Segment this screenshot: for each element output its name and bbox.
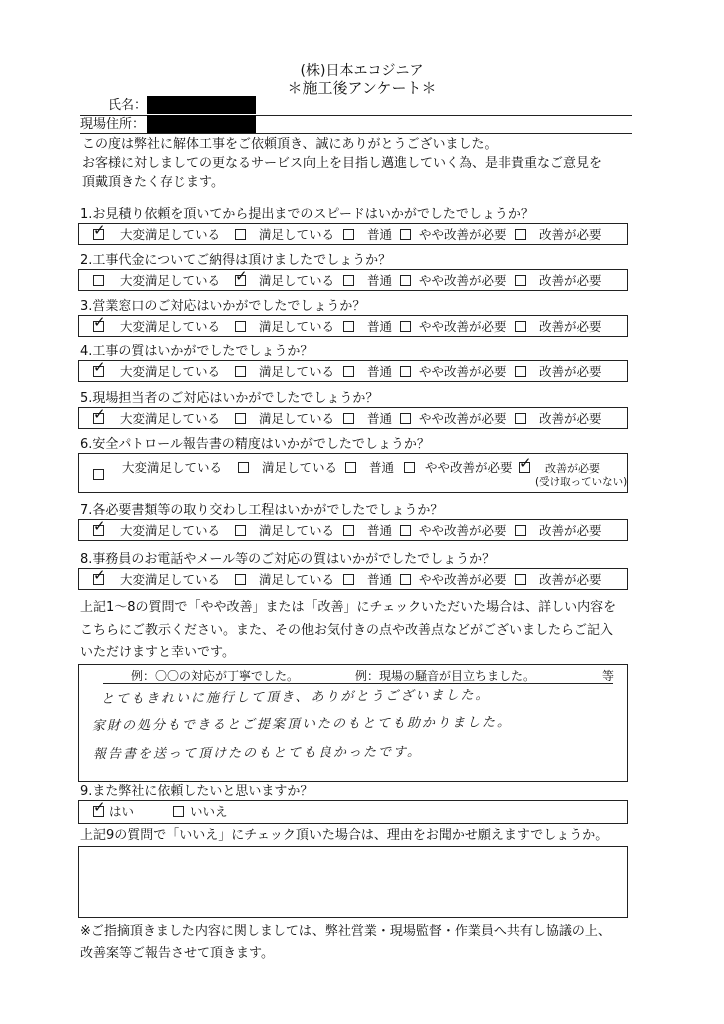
q6-option-1-label: 大変満足している xyxy=(122,460,223,475)
q4-option-5-checkbox[interactable] xyxy=(515,366,526,377)
q7-option-1-checkbox[interactable] xyxy=(93,517,106,536)
q6-option-5-note: (受け取っていない) xyxy=(535,476,628,488)
q1-option-2-label: 満足している xyxy=(259,227,335,242)
q6-option-3-label: 普通 xyxy=(369,460,395,475)
q5-option-5-checkbox[interactable] xyxy=(515,413,526,424)
q7-option-1-label: 大変満足している xyxy=(120,523,221,538)
q5-option-4-label: やや改善が必要 xyxy=(419,411,507,426)
q7-option-3-checkbox[interactable] xyxy=(343,525,354,536)
q5-check-mark: ✓ xyxy=(93,405,106,423)
question-8-text: 8.事務員のお電話やメール等のご対応の質はいかがでしたでしょうか？ xyxy=(80,552,496,567)
handwritten-line-2: 家財の処分もできるとご提案頂いたのもとても助かりました。 xyxy=(91,715,513,734)
q7-option-4-label: やや改善が必要 xyxy=(419,523,507,538)
q3-check-mark: ✓ xyxy=(93,313,106,331)
q3-option-5-checkbox[interactable] xyxy=(515,321,526,332)
q4-option-1-checkbox[interactable] xyxy=(93,358,106,377)
comment-prompt-2: こちらにご教示ください。また、その他お気付きの点や改善点などがございましたらご記入 xyxy=(80,623,614,638)
q7-option-2-label: 満足している xyxy=(259,523,335,538)
q4-check-mark: ✓ xyxy=(93,358,106,376)
q1-option-3-label: 普通 xyxy=(367,227,393,242)
q6-option-1-checkbox[interactable] xyxy=(93,469,104,480)
q6-option-2-label: 満足している xyxy=(262,460,338,475)
q2-option-3-checkbox[interactable] xyxy=(343,275,354,286)
q4-option-4-label: やや改善が必要 xyxy=(419,364,507,379)
q8-option-2-checkbox[interactable] xyxy=(235,574,246,585)
q4-option-3-checkbox[interactable] xyxy=(343,366,354,377)
q9-no-checkbox[interactable] xyxy=(173,806,184,817)
handwritten-line-3: 報告書を送って頂けたのもとても良かったです。 xyxy=(92,744,423,763)
q8-option-3-label: 普通 xyxy=(367,572,393,587)
q7-option-5-checkbox[interactable] xyxy=(515,525,526,536)
q9-yes-checkbox[interactable] xyxy=(93,798,106,817)
q7-option-2-checkbox[interactable] xyxy=(235,525,246,536)
q5-option-5-label: 改善が必要 xyxy=(539,411,602,426)
q7-check-mark: ✓ xyxy=(93,517,106,535)
question-5-text: 5.現場担当者のご対応はいかがでしたでしょうか？ xyxy=(80,391,379,406)
q8-option-4-checkbox[interactable] xyxy=(400,574,411,585)
q1-option-5-checkbox[interactable] xyxy=(515,229,526,240)
q2-option-2-checkbox[interactable] xyxy=(235,267,248,286)
q3-option-5-label: 改善が必要 xyxy=(539,319,602,334)
example-underline xyxy=(103,683,613,684)
question-3-text: 3.営業窓口のご対応はいかがでしたでしょうか？ xyxy=(80,299,366,314)
q6-option-5-label: 改善が必要 xyxy=(545,462,600,475)
q8-option-4-label: やや改善が必要 xyxy=(419,572,507,587)
q3-option-4-label: やや改善が必要 xyxy=(419,319,507,334)
q9-yes-label: はい xyxy=(109,804,135,819)
comment-prompt-1: 上記1～8の質問で「やや改善」または「改善」にチェックいただいた場合は、詳しい内容を xyxy=(80,600,617,615)
footer-note-2: 改善案等ご報告させて頂きます。 xyxy=(80,946,274,961)
q8-option-3-checkbox[interactable] xyxy=(343,574,354,585)
q6-option-4-checkbox[interactable] xyxy=(404,462,415,473)
q1-check-mark: ✓ xyxy=(93,221,106,239)
q5-option-3-label: 普通 xyxy=(367,411,393,426)
q9-yes-check-mark: ✓ xyxy=(93,798,106,816)
q4-option-5-label: 改善が必要 xyxy=(539,364,602,379)
page-title: ＊施工後アンケート＊ xyxy=(287,79,437,97)
name-redaction xyxy=(147,96,256,114)
company-name: (株)日本エコジニア xyxy=(300,63,424,79)
q2-option-4-checkbox[interactable] xyxy=(400,275,411,286)
q6-option-3-checkbox[interactable] xyxy=(345,462,356,473)
q2-option-5-checkbox[interactable] xyxy=(515,275,526,286)
question-7-text: 7.各必要書類等の取り交わし工程はいかがでしたでしょうか？ xyxy=(80,503,444,518)
q1-option-4-checkbox[interactable] xyxy=(400,229,411,240)
q2-option-2-label: 満足している xyxy=(259,273,335,288)
q7-option-3-label: 普通 xyxy=(367,523,393,538)
q1-option-4-label: やや改善が必要 xyxy=(419,227,507,242)
example-1: 例：〇〇の対応が丁寧でした。 xyxy=(131,669,300,683)
comment-prompt-3: いただけますと幸いです。 xyxy=(80,645,235,660)
q3-option-3-checkbox[interactable] xyxy=(343,321,354,332)
question-1-text: 1.お見積り依頼を頂いてから提出までのスピードはいかがでしたでしょうか？ xyxy=(80,207,534,222)
q1-option-2-checkbox[interactable] xyxy=(235,229,246,240)
q8-check-mark: ✓ xyxy=(93,566,106,584)
q6-option-2-checkbox[interactable] xyxy=(238,462,249,473)
q2-check-mark: ✓ xyxy=(235,267,248,285)
q2-option-3-label: 普通 xyxy=(367,273,393,288)
q1-option-1-checkbox[interactable] xyxy=(93,221,106,240)
q2-option-1-checkbox[interactable] xyxy=(93,275,104,286)
q8-option-5-label: 改善が必要 xyxy=(539,572,602,587)
question-2-text: 2.工事代金についてご納得は頂けましたでしょうか？ xyxy=(80,253,392,268)
q8-option-5-checkbox[interactable] xyxy=(515,574,526,585)
q3-option-2-checkbox[interactable] xyxy=(235,321,246,332)
q6-check-mark: ✓ xyxy=(519,454,532,472)
q8-option-1-checkbox[interactable] xyxy=(93,566,106,585)
question-9-text: 9.また弊社に依頼したいと思いますか？ xyxy=(80,784,314,799)
q4-option-4-checkbox[interactable] xyxy=(400,366,411,377)
site-label: 現場住所： xyxy=(80,117,146,132)
q5-option-2-label: 満足している xyxy=(259,411,335,426)
q5-option-2-checkbox[interactable] xyxy=(235,413,246,424)
q4-option-3-label: 普通 xyxy=(367,364,393,379)
q9-no-label: いいえ xyxy=(190,804,228,819)
q5-option-3-checkbox[interactable] xyxy=(343,413,354,424)
q3-option-1-label: 大変満足している xyxy=(120,319,221,334)
q7-option-5-label: 改善が必要 xyxy=(539,523,602,538)
q1-option-5-label: 改善が必要 xyxy=(539,227,602,242)
q3-option-4-checkbox[interactable] xyxy=(400,321,411,332)
q1-option-1-label: 大変満足している xyxy=(120,227,221,242)
question-6-text: 6.安全パトロール報告書の精度はいかがでしたでしょうか？ xyxy=(80,437,430,452)
q3-option-2-label: 満足している xyxy=(259,319,335,334)
reason-box[interactable] xyxy=(78,846,628,918)
question-9-answer-box xyxy=(78,800,628,824)
q8-option-1-label: 大変満足している xyxy=(120,572,221,587)
q5-option-4-checkbox[interactable] xyxy=(400,413,411,424)
q4-option-2-checkbox[interactable] xyxy=(235,366,246,377)
site-redaction xyxy=(147,115,256,133)
q3-option-3-label: 普通 xyxy=(367,319,393,334)
q5-option-1-checkbox[interactable] xyxy=(93,405,106,424)
q6-option-4-label: やや改善が必要 xyxy=(425,460,513,475)
site-underline xyxy=(80,133,632,134)
example-2: 例：現場の騒音が目立ちました。 xyxy=(355,669,536,683)
intro-line-2: お客様に対しましての更なるサービス向上を目指し邁進していく為、是非貴重なご意見を xyxy=(82,156,603,171)
q2-option-1-label: 大変満足している xyxy=(120,273,221,288)
q4-option-1-label: 大変満足している xyxy=(120,364,221,379)
intro-line-1: この度は弊社に解体工事をご依頼頂き、誠にありがとうございました。 xyxy=(82,137,498,152)
intro-line-3: 頂戴頂きたく存じます。 xyxy=(82,175,224,190)
q3-option-1-checkbox[interactable] xyxy=(93,313,106,332)
q7-option-4-checkbox[interactable] xyxy=(400,525,411,536)
q1-option-3-checkbox[interactable] xyxy=(343,229,354,240)
q2-option-5-label: 改善が必要 xyxy=(539,273,602,288)
question-4-text: 4.工事の質はいかがでしたでしょうか？ xyxy=(80,344,314,359)
q2-option-4-label: やや改善が必要 xyxy=(419,273,507,288)
q5-option-1-label: 大変満足している xyxy=(120,411,221,426)
example-suffix: 等 xyxy=(602,669,615,683)
q6-option-5-checkbox[interactable] xyxy=(519,454,532,473)
footer-note-1: ※ご指摘頂きました内容に関しましては、弊社営業・現場監督・作業員へ共有し協議の上、 xyxy=(80,924,611,939)
q4-option-2-label: 満足している xyxy=(259,364,335,379)
name-label: 氏名： xyxy=(108,98,148,113)
q9-followup-text: 上記9の質問で「いいえ」にチェック頂いた場合は、理由をお聞かせ願えますでしょうか。 xyxy=(80,828,609,843)
handwritten-line-1: とてもきれいに施行して頂き、ありがとうございました。 xyxy=(100,687,491,708)
q8-option-2-label: 満足している xyxy=(259,572,335,587)
